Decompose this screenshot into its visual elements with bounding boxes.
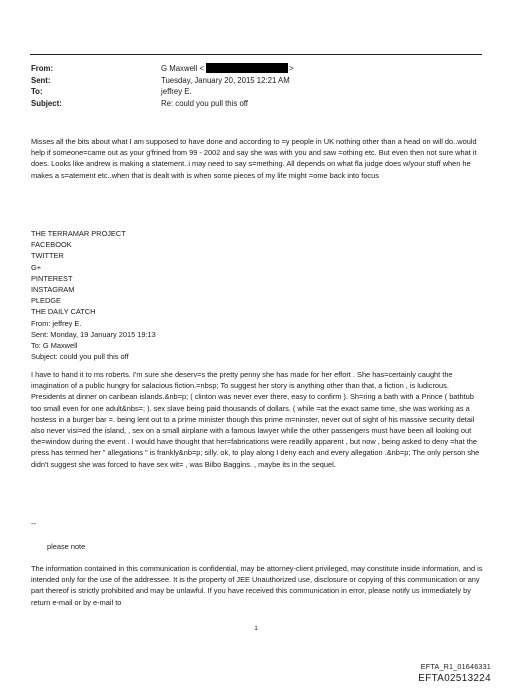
paragraph-text: Misses all the bits about what I am supposed to have done and according to =y people in UK nothing other than a head on will do..would help if someone=came out as your g'frined from 99 - 2002 and say she was with you and saw =othing etc. But even then not sure what it does. Looks like andrew is making a statement..i may need to say s=mething. All depends on what fla judge does w/your stuff when he makes a s=atement etc..when that is dealt with is when some pieces of my life might =ome back into focus	[31, 137, 477, 180]
list-item: INSTAGRAM	[31, 285, 75, 295]
disclaimer-paragraph	[31, 563, 483, 608]
list-item: To: G Maxwell	[31, 341, 78, 351]
list-item: From: jeffrey E.	[31, 318, 82, 328]
body-paragraph-1	[31, 136, 483, 181]
body-paragraph-2	[31, 369, 483, 470]
list-item: TWITTER	[31, 251, 64, 261]
header-rule	[30, 54, 482, 55]
subject-value: Re: could you pull this off	[161, 98, 248, 108]
from-tail: >	[289, 64, 294, 73]
bates-stamp-small: EFTA_R1_01646331	[420, 662, 491, 671]
forwarded-header-block	[31, 228, 483, 362]
disclaimer-text: The information contained in this communication is confidential, may be attorney-client privileged, may constitute inside information, and is intended only for the use of the addressee. It is the property of JEE Unauthorized use, disclosure or copying of this communication or any part thereof is strictly prohibited and may be unlawful. If you have received this communication in error, please notify us immediately by return e-mail or by e-mail to	[31, 564, 483, 607]
to-value: jeffrey E.	[161, 87, 192, 97]
list-item: FACEBOOK	[31, 240, 72, 250]
list-item: THE TERRAMAR PROJECT	[31, 229, 126, 238]
list-item: PLEDGE	[31, 296, 61, 306]
redaction-box	[206, 63, 288, 73]
list-item: Sent: Monday, 19 January 2015 19:13	[31, 329, 156, 339]
signature-separator: --	[31, 519, 36, 528]
please-note-label: please note	[47, 542, 86, 551]
from-label: From:	[31, 64, 54, 73]
sent-label: Sent:	[31, 75, 51, 85]
sent-value: Tuesday, January 20, 2015 12:21 AM	[161, 75, 290, 85]
list-item: G+	[31, 262, 42, 272]
subject-label: Subject:	[31, 98, 62, 108]
to-label: To:	[31, 87, 43, 97]
page-number: 1	[254, 625, 258, 632]
paragraph-text: I have to hand it to ms roberts. I'm sure she deserv=s the pretty penny she has made for her effort . She has=certainly caught the imagination of a public hungry for salacious fiction.=nbsp; To suggest her story is anything other than that, a fiction , is ludicrous. Presidents at dinner on caribean islands.&nb=p; ( clinton was never ever there, easy to confirm ). Sh=ring a bath with a Prince ( bathtub too small even for one adult&nbs=; ). sex slave being paid thousands of dollars. ( while =at the exact same time, she was working as a hostess in a burger bar =. being lent out to a prime minister though this prime m=ninster, never out of sight of his massive security detail also never visi=ed the island, , sex on a small airplane with a famous lawyer while the other passengers must have been all looking out the=window during the event . I would have thought that her=fabrications were readilly apparent , but now , being asked to deny =hat the press has termed her " allegations " is frankly&nb=p; silly. ok, to play along I deny each and every allegation .&nb=p; The only person she didn't suggest she was forced to have sex wit= , was Bilbo Baggins. , maybe its in the sequel.	[31, 370, 480, 469]
list-item: Subject: could you pull this off	[31, 352, 129, 362]
list-item: PINTEREST	[31, 273, 73, 283]
list-item: THE DAILY CATCH	[31, 307, 96, 317]
from-name: G Maxwell <	[161, 64, 205, 73]
bates-stamp-large: EFTA02513224	[418, 673, 491, 684]
from-value	[161, 63, 294, 75]
